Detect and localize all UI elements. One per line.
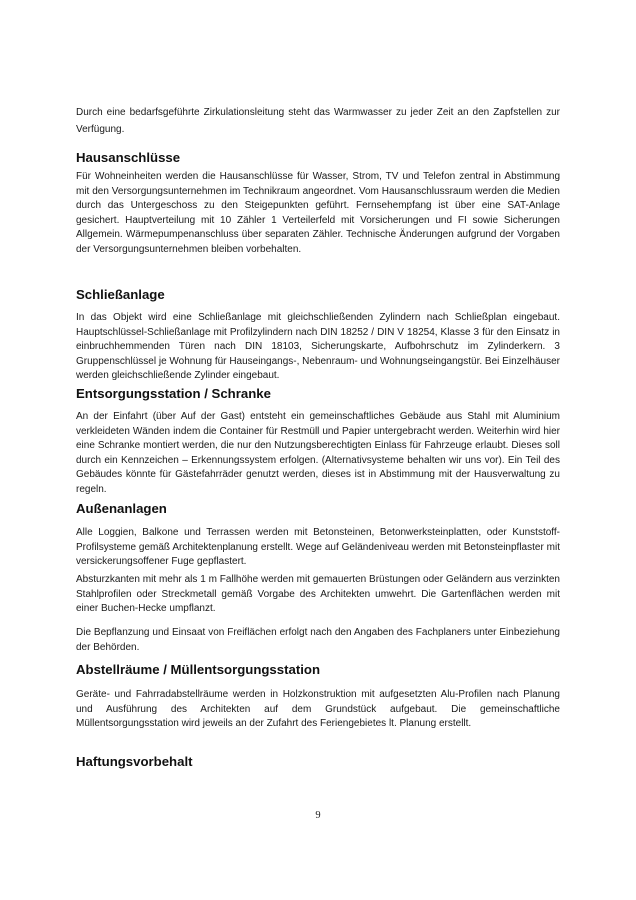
aussenanlagen-paragraph-3: Die Bepflanzung und Einsaat von Freiflächen erfolgt nach den Angaben des Fachplaners unter Einbeziehung der Behörden.	[76, 627, 560, 653]
hausanschluesse-paragraph: Für Wohneinheiten werden die Hausanschlüsse für Wasser, Strom, TV und Telefon zentral in Abstimmung mit den Versorgungsunternehmen im Technikraum angeordnet. Vom Hausanschlussraum werden die Medien durch das Untergeschoss zu den Steigepunkten geführt. Fernsehempfang ist über eine SAT-Anlage gesichert. Hauptverteilung mit 10 Zähler 1 Verteilerfeld mit Vorsicherungen und FI sowie Sicherungen Allgemein. Wärmepumpenanschluss über separaten Zähler. Technische Änderungen aufgrund der Vorgaben der Versorgungsunternehmen bleiben vorbehalten.	[76, 171, 560, 255]
intro-paragraph: Durch eine bedarfsgeführte Zirkulationsleitung steht das Warmwasser zu jeder Zeit an den Zapfstellen zur Verfügung.	[76, 107, 560, 135]
entsorgungsstation-paragraph: An der Einfahrt (über Auf der Gast) entsteht ein gemeinschaftliches Gebäude aus Stahl mit Aluminium verkleideten Wänden indem die Container für Restmüll und Papier untergebracht werden. Weiterhin wird hier eine Schranke montiert werden, die nur den Nutzungsberechtigten Einlass für Fahrzeuge erlaubt. Dieses soll durch ein Kennzeichen – Erkennungssystem erfolgen. (Alternativsysteme behalten wir uns vor). Ein Teil des Gebäudes könnte für Gästefahrräder genutzt werden, dieses ist in Abstimmung mit der Hausverwaltung zu regeln.	[76, 411, 560, 495]
heading-hausanschluesse: Hausanschlüsse	[76, 150, 181, 165]
abstellraeume-paragraph: Geräte- und Fahrradabstellräume werden in Holzkonstruktion mit aufgesetzten Alu-Profilen nach Planung und Ausführung des Architekten auf dem Grundstück aufgebaut. Die gemeinschaftliche Müllentsorgungsstation wird jeweils an der Zufahrt des Feriengebietes lt. Planung erstellt.	[76, 689, 560, 729]
heading-haftungsvorbehalt: Haftungsvorbehalt	[76, 754, 193, 769]
heading-aussenanlagen: Außenanlagen	[76, 501, 167, 516]
page-number: 9	[315, 810, 321, 821]
schliessanlage-paragraph: In das Objekt wird eine Schließanlage mit gleichschließenden Zylindern nach Schließplan eingebaut. Hauptschlüssel-Schließanlage mit Profilzylindern nach DIN 18252 / DIN V 18254, Klasse 3 für den Einsatz in einbruchhemmenden Türen nach DIN 18103, Sicherungskarte, Aufbohrschutz im Zylinderkern. 3 Gruppenschlüssel je Wohnung für Hauseingangs-, Nebenraum- und Wohnungseingangstür. Bei Einzelhäuser werden gleichschließende Zylinder eingebaut.	[76, 312, 560, 381]
aussenanlagen-paragraph-2: Absturzkanten mit mehr als 1 m Fallhöhe werden mit gemauerten Brüstungen oder Geländern aus verzinkten Stahlprofilen oder Streckmetall gemäß Vorgabe des Architekten umwehrt. Die Gartenflächen werden mit einer Buchen-Hecke umpflanzt.	[76, 574, 560, 614]
heading-abstellraeume: Abstellräume / Müllentsorgungsstation	[76, 662, 320, 677]
aussenanlagen-paragraph-1: Alle Loggien, Balkone und Terrassen werden mit Betonsteinen, Betonwerksteinplatten, oder Kunststoff-Profilsysteme gemäß Architektenplanung erstellt. Wege auf Geländeniveau werden mit Betonsteinpflaster mit versickerungsoffener Fuge gepflastert.	[76, 527, 560, 567]
heading-entsorgungsstation: Entsorgungsstation / Schranke	[76, 386, 271, 401]
heading-schliessanlage: Schließanlage	[76, 287, 165, 302]
